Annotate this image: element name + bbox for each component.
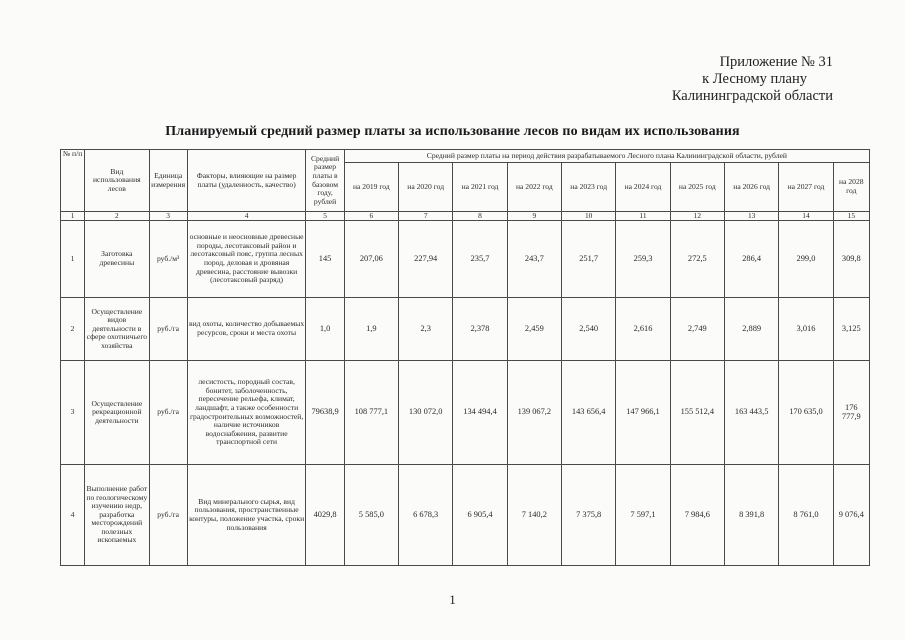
row-value: 8 761,0 bbox=[779, 465, 833, 566]
column-number: 10 bbox=[562, 212, 616, 221]
row-unit: руб./га bbox=[149, 298, 187, 361]
header-year: на 2023 год bbox=[562, 163, 616, 212]
annex-line-3: Калининградской области bbox=[671, 88, 833, 104]
row-value: 286,4 bbox=[724, 221, 778, 298]
row-kind: Выполнение работ по геологическому изучению недр, разработка месторождений полезных ископаемых bbox=[85, 465, 149, 566]
document-title: Планируемый средний размер платы за использование лесов по видам их использования bbox=[165, 124, 740, 139]
header-period: Средний размер платы на период действия разрабатываемого Лесного плана Калининградской области, рублей bbox=[344, 150, 869, 163]
row-value: 6 905,4 bbox=[453, 465, 507, 566]
row-value: 7 597,1 bbox=[616, 465, 670, 566]
header-year: на 2020 год bbox=[399, 163, 453, 212]
column-number: 7 bbox=[399, 212, 453, 221]
row-factors: основные и неосновные древесные породы, лесотаксовый район и лесотаксовый пояс, группа лесных пород, деловая и дровяная древесина, расстояние вывозки (лесотаксовый разряд) bbox=[187, 221, 306, 298]
row-number: 2 bbox=[61, 298, 85, 361]
header-year: на 2025 год bbox=[670, 163, 724, 212]
column-number: 13 bbox=[724, 212, 778, 221]
row-factors: Вид минерального сырья, вид пользования, пространственные контуры, положение участка, сроки пользования bbox=[187, 465, 306, 566]
row-value: 7 375,8 bbox=[562, 465, 616, 566]
row-value: 9 076,4 bbox=[833, 465, 869, 566]
row-value: 8 391,8 bbox=[724, 465, 778, 566]
column-numbering-row bbox=[61, 212, 870, 221]
table-row bbox=[61, 465, 870, 566]
row-value: 1,9 bbox=[344, 298, 398, 361]
row-unit: руб./га bbox=[149, 361, 187, 465]
row-value: 170 635,0 bbox=[779, 361, 833, 465]
row-unit: руб./м³ bbox=[149, 221, 187, 298]
row-kind: Заготовка древесины bbox=[85, 221, 149, 298]
column-number: 1 bbox=[61, 212, 85, 221]
column-number: 8 bbox=[453, 212, 507, 221]
column-number: 6 bbox=[344, 212, 398, 221]
column-number: 12 bbox=[670, 212, 724, 221]
row-kind: Осуществление видов деятельности в сфере охотничьего хозяйства bbox=[85, 298, 149, 361]
column-number: 4 bbox=[187, 212, 306, 221]
row-value: 3,016 bbox=[779, 298, 833, 361]
annex-line-1: Приложение № 31 bbox=[719, 54, 833, 70]
row-value: 108 777,1 bbox=[344, 361, 398, 465]
row-factors: лесистость, породный состав, бонитет, заболоченность, пересечение рельефа, климат, ландшафт, а также особенности градостроительных возможностей, наличие источников водоснабжения, развитие транспортной сети bbox=[187, 361, 306, 465]
row-value: 235,7 bbox=[453, 221, 507, 298]
row-value: 259,3 bbox=[616, 221, 670, 298]
header-no: № п/п bbox=[61, 150, 85, 212]
column-number: 11 bbox=[616, 212, 670, 221]
header-year: на 2021 год bbox=[453, 163, 507, 212]
row-number: 1 bbox=[61, 221, 85, 298]
row-value: 5 585,0 bbox=[344, 465, 398, 566]
row-base: 145 bbox=[306, 221, 344, 298]
row-base: 79638,9 bbox=[306, 361, 344, 465]
row-value: 7 984,6 bbox=[670, 465, 724, 566]
row-number: 4 bbox=[61, 465, 85, 566]
table-row bbox=[61, 298, 870, 361]
row-value: 2,459 bbox=[507, 298, 561, 361]
column-number: 5 bbox=[306, 212, 344, 221]
header-unit: Единица измерения bbox=[149, 150, 187, 212]
row-value: 139 067,2 bbox=[507, 361, 561, 465]
row-value: 2,616 bbox=[616, 298, 670, 361]
row-value: 7 140,2 bbox=[507, 465, 561, 566]
row-value: 309,8 bbox=[833, 221, 869, 298]
header-year: на 2022 год bbox=[507, 163, 561, 212]
row-value: 207,06 bbox=[344, 221, 398, 298]
column-number: 14 bbox=[779, 212, 833, 221]
row-unit: руб./га bbox=[149, 465, 187, 566]
fees-table bbox=[60, 149, 870, 566]
row-value: 163 443,5 bbox=[724, 361, 778, 465]
column-number: 9 bbox=[507, 212, 561, 221]
row-value: 272,5 bbox=[670, 221, 724, 298]
row-base: 1,0 bbox=[306, 298, 344, 361]
header-year: на 2027 год bbox=[779, 163, 833, 212]
row-value: 143 656,4 bbox=[562, 361, 616, 465]
header-year: на 2028 год bbox=[833, 163, 869, 212]
row-value: 243,7 bbox=[507, 221, 561, 298]
row-value: 2,3 bbox=[399, 298, 453, 361]
header-year: на 2026 год bbox=[724, 163, 778, 212]
row-value: 227,94 bbox=[399, 221, 453, 298]
row-value: 147 966,1 bbox=[616, 361, 670, 465]
row-value: 299,0 bbox=[779, 221, 833, 298]
header-year: на 2019 год bbox=[344, 163, 398, 212]
row-factors: вид охоты, количество добываемых ресурсов, сроки и места охоты bbox=[187, 298, 306, 361]
header-base: Средний размер платы в базовом году, рублей bbox=[306, 150, 344, 212]
page-number: 1 bbox=[449, 592, 456, 607]
row-value: 130 072,0 bbox=[399, 361, 453, 465]
header-year: на 2024 год bbox=[616, 163, 670, 212]
row-value: 2,540 bbox=[562, 298, 616, 361]
row-value: 2,378 bbox=[453, 298, 507, 361]
row-value: 134 494,4 bbox=[453, 361, 507, 465]
table-row bbox=[61, 221, 870, 298]
row-value: 251,7 bbox=[562, 221, 616, 298]
row-value: 176 777,9 bbox=[833, 361, 869, 465]
annex-line-2: к Лесному плану bbox=[702, 71, 807, 87]
row-value: 2,749 bbox=[670, 298, 724, 361]
row-kind: Осуществление рекреационной деятельности bbox=[85, 361, 149, 465]
header-factors: Факторы, влияющие на размер платы (удаленность, качество) bbox=[187, 150, 306, 212]
row-value: 3,125 bbox=[833, 298, 869, 361]
column-number: 2 bbox=[85, 212, 149, 221]
row-value: 2,889 bbox=[724, 298, 778, 361]
column-number: 3 bbox=[149, 212, 187, 221]
row-value: 6 678,3 bbox=[399, 465, 453, 566]
header-kind: Вид использования лесов bbox=[85, 150, 149, 212]
column-number: 15 bbox=[833, 212, 869, 221]
annex-header bbox=[672, 54, 833, 105]
table-row bbox=[61, 361, 870, 465]
row-value: 155 512,4 bbox=[670, 361, 724, 465]
row-number: 3 bbox=[61, 361, 85, 465]
row-base: 4029,8 bbox=[306, 465, 344, 566]
